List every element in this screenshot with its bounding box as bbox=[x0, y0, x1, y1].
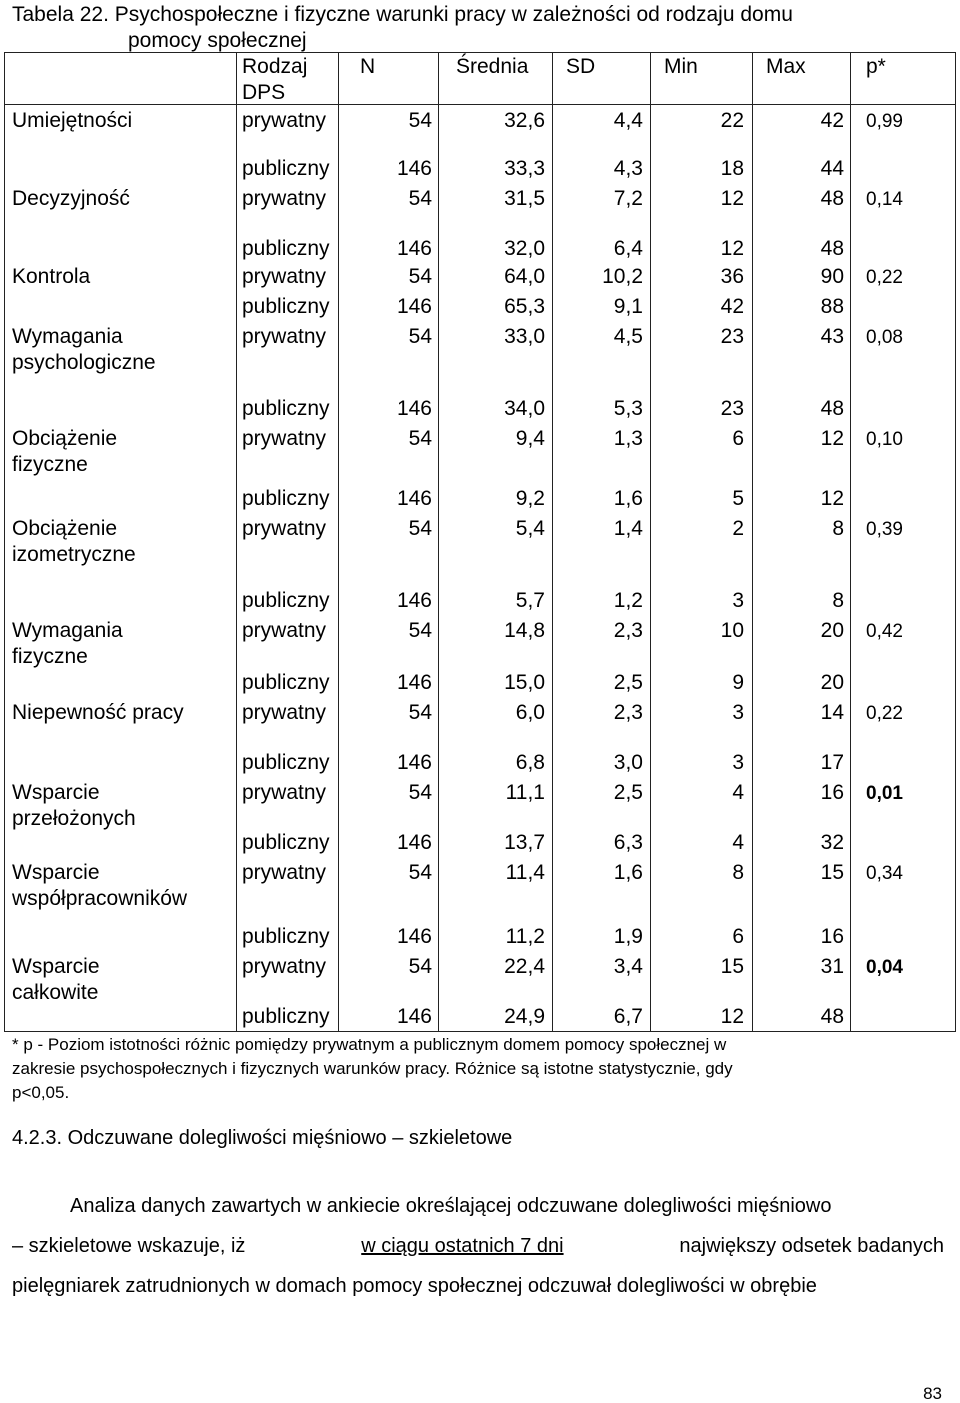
cell-n: 54 bbox=[408, 955, 432, 978]
cell-sd: 10,2 bbox=[602, 265, 643, 288]
cell-mean: 15,0 bbox=[504, 671, 545, 694]
cell-sd: 1,6 bbox=[613, 487, 643, 510]
table-frame bbox=[4, 52, 956, 1032]
paragraph-underlined-phrase: w ciągu ostatnich 7 dni bbox=[361, 1235, 564, 1257]
cell-max: 88 bbox=[820, 295, 844, 318]
cell-n: 54 bbox=[408, 517, 432, 540]
cell-min: 5 bbox=[732, 487, 744, 510]
cell-p-value: 0,99 bbox=[866, 111, 903, 132]
cell-mean: 31,5 bbox=[504, 187, 545, 210]
cell-n: 146 bbox=[396, 157, 432, 180]
table-vline bbox=[650, 52, 651, 1032]
cell-dps-type: prywatny bbox=[242, 781, 327, 804]
cell-min: 3 bbox=[732, 751, 744, 774]
header-min: Min bbox=[664, 55, 698, 78]
row-label: Obciążenie bbox=[12, 427, 118, 450]
cell-n: 146 bbox=[396, 751, 432, 774]
cell-max: 31 bbox=[820, 955, 844, 978]
cell-p-value: 0,08 bbox=[866, 327, 903, 348]
cell-sd: 7,2 bbox=[613, 187, 643, 210]
cell-max: 12 bbox=[820, 487, 844, 510]
cell-min: 6 bbox=[732, 427, 744, 450]
table-vline bbox=[752, 52, 753, 1032]
cell-n: 54 bbox=[408, 781, 432, 804]
cell-sd: 4,4 bbox=[613, 109, 643, 132]
row-label: Wymagania bbox=[12, 325, 123, 348]
header-rodzaj: Rodzaj bbox=[242, 55, 308, 78]
cell-dps-type: prywatny bbox=[242, 187, 327, 210]
cell-dps-type: prywatny bbox=[242, 109, 327, 132]
cell-dps-type: publiczny bbox=[242, 751, 330, 774]
row-label: współpracowników bbox=[12, 887, 188, 910]
cell-n: 54 bbox=[408, 701, 432, 724]
cell-dps-type: publiczny bbox=[242, 831, 330, 854]
cell-p-value: 0,22 bbox=[866, 703, 903, 724]
cell-min: 8 bbox=[732, 861, 744, 884]
caption-line-2: pomocy społecznej bbox=[128, 29, 307, 52]
cell-mean: 14,8 bbox=[504, 619, 545, 642]
cell-mean: 13,7 bbox=[504, 831, 545, 854]
cell-max: 16 bbox=[820, 781, 844, 804]
cell-n: 54 bbox=[408, 187, 432, 210]
cell-p-value: 0,01 bbox=[866, 783, 903, 804]
row-label: Decyzyjność bbox=[12, 187, 130, 210]
page-number: 83 bbox=[923, 1384, 942, 1403]
cell-n: 146 bbox=[396, 831, 432, 854]
cell-dps-type: publiczny bbox=[242, 671, 330, 694]
cell-n: 54 bbox=[408, 265, 432, 288]
cell-min: 18 bbox=[720, 157, 744, 180]
cell-dps-type: publiczny bbox=[242, 1005, 330, 1028]
cell-min: 4 bbox=[732, 831, 744, 854]
paragraph-line-3: pielęgniarek zatrudnionych w domach pomocy społecznej odczuwał dolegliwości w obrębie bbox=[12, 1275, 817, 1297]
paragraph-line-1: Analiza danych zawartych w ankiecie określającej odczuwane dolegliwości mięśniowo bbox=[70, 1195, 832, 1217]
cell-dps-type: prywatny bbox=[242, 265, 327, 288]
cell-p-value: 0,22 bbox=[866, 267, 903, 288]
cell-n: 146 bbox=[396, 487, 432, 510]
cell-n: 146 bbox=[396, 397, 432, 420]
cell-sd: 3,0 bbox=[613, 751, 643, 774]
row-label: całkowite bbox=[12, 981, 99, 1004]
cell-min: 15 bbox=[720, 955, 744, 978]
footnote-line-3: p<0,05. bbox=[12, 1083, 70, 1102]
paragraph-line-2 bbox=[12, 1236, 944, 1256]
header-dps: DPS bbox=[242, 81, 286, 104]
cell-mean: 6,0 bbox=[515, 701, 545, 724]
cell-sd: 6,3 bbox=[613, 831, 643, 854]
cell-n: 54 bbox=[408, 619, 432, 642]
cell-max: 42 bbox=[820, 109, 844, 132]
cell-dps-type: prywatny bbox=[242, 955, 327, 978]
cell-sd: 2,3 bbox=[613, 619, 643, 642]
cell-min: 12 bbox=[720, 1005, 744, 1028]
cell-min: 10 bbox=[720, 619, 744, 642]
cell-mean: 9,4 bbox=[515, 427, 545, 450]
cell-dps-type: prywatny bbox=[242, 517, 327, 540]
section-heading: 4.2.3. Odczuwane dolegliwości mięśniowo – szkieletowe bbox=[12, 1127, 513, 1149]
cell-sd: 4,3 bbox=[613, 157, 643, 180]
cell-max: 90 bbox=[820, 265, 844, 288]
cell-mean: 11,2 bbox=[505, 925, 545, 948]
cell-max: 14 bbox=[820, 701, 844, 724]
cell-dps-type: prywatny bbox=[242, 701, 327, 724]
cell-dps-type: prywatny bbox=[242, 619, 327, 642]
table-vline bbox=[850, 52, 851, 1032]
row-label: Wsparcie bbox=[12, 955, 100, 978]
cell-sd: 1,9 bbox=[613, 925, 643, 948]
cell-max: 8 bbox=[832, 517, 844, 540]
cell-n: 146 bbox=[396, 671, 432, 694]
cell-mean: 33,3 bbox=[504, 157, 545, 180]
cell-sd: 1,6 bbox=[613, 861, 643, 884]
cell-mean: 6,8 bbox=[515, 751, 545, 774]
cell-sd: 5,3 bbox=[613, 397, 643, 420]
cell-min: 4 bbox=[732, 781, 744, 804]
cell-sd: 2,5 bbox=[613, 671, 643, 694]
cell-min: 3 bbox=[732, 589, 744, 612]
cell-min: 2 bbox=[732, 517, 744, 540]
header-p: p* bbox=[866, 55, 886, 78]
footnote-line-2: zakresie psychospołecznych i fizycznych warunków pracy. Różnice są istotne statystycznie, gdy bbox=[12, 1059, 733, 1078]
cell-p-value: 0,34 bbox=[866, 863, 903, 884]
header-sd: SD bbox=[566, 55, 596, 78]
cell-dps-type: publiczny bbox=[242, 397, 330, 420]
cell-mean: 5,4 bbox=[515, 517, 545, 540]
cell-n: 54 bbox=[408, 109, 432, 132]
row-label: Wsparcie bbox=[12, 781, 100, 804]
cell-max: 15 bbox=[820, 861, 844, 884]
cell-sd: 9,1 bbox=[613, 295, 643, 318]
cell-min: 12 bbox=[720, 237, 744, 260]
cell-max: 48 bbox=[820, 1005, 844, 1028]
cell-min: 9 bbox=[732, 671, 744, 694]
cell-dps-type: publiczny bbox=[242, 157, 330, 180]
cell-dps-type: publiczny bbox=[242, 487, 330, 510]
row-label: Wymagania bbox=[12, 619, 123, 642]
cell-mean: 9,2 bbox=[515, 487, 545, 510]
row-label: Kontrola bbox=[12, 265, 91, 288]
cell-min: 23 bbox=[720, 325, 744, 348]
cell-min: 3 bbox=[732, 701, 744, 724]
row-label: Niepewność pracy bbox=[12, 701, 184, 724]
cell-n: 146 bbox=[396, 589, 432, 612]
cell-mean: 11,1 bbox=[505, 781, 545, 804]
row-label: Obciążenie bbox=[12, 517, 118, 540]
cell-n: 146 bbox=[396, 1005, 432, 1028]
cell-n: 146 bbox=[396, 925, 432, 948]
cell-mean: 5,7 bbox=[515, 589, 545, 612]
cell-max: 43 bbox=[820, 325, 844, 348]
row-label: fizyczne bbox=[12, 645, 88, 668]
paragraph-line-2-post: największy odsetek badanych bbox=[679, 1235, 944, 1257]
cell-dps-type: publiczny bbox=[242, 237, 330, 260]
row-label: przełożonych bbox=[12, 807, 136, 830]
cell-p-value: 0,04 bbox=[866, 957, 903, 978]
cell-p-value: 0,14 bbox=[866, 189, 903, 210]
cell-sd: 1,3 bbox=[613, 427, 643, 450]
caption-line-1: Tabela 22. Psychospołeczne i fizyczne warunki pracy w zależności od rodzaju domu bbox=[12, 3, 793, 26]
table-vline bbox=[552, 52, 553, 1032]
cell-mean: 32,6 bbox=[504, 109, 545, 132]
cell-dps-type: prywatny bbox=[242, 325, 327, 348]
footnote-line-1: * p - Poziom istotności różnic pomiędzy prywatnym a publicznym domem pomocy społecznej w bbox=[12, 1035, 727, 1054]
cell-max: 16 bbox=[820, 925, 844, 948]
cell-dps-type: publiczny bbox=[242, 925, 330, 948]
cell-p-value: 0,39 bbox=[866, 519, 903, 540]
cell-dps-type: publiczny bbox=[242, 295, 330, 318]
cell-n: 146 bbox=[396, 237, 432, 260]
row-label: Umiejętności bbox=[12, 109, 133, 132]
cell-p-value: 0,42 bbox=[866, 621, 903, 642]
table-hline bbox=[4, 104, 956, 105]
cell-sd: 1,4 bbox=[613, 517, 643, 540]
cell-min: 22 bbox=[720, 109, 744, 132]
header-n: N bbox=[360, 55, 376, 78]
cell-max: 20 bbox=[820, 671, 844, 694]
cell-min: 36 bbox=[720, 265, 744, 288]
cell-max: 48 bbox=[820, 397, 844, 420]
cell-mean: 22,4 bbox=[504, 955, 545, 978]
cell-sd: 3,4 bbox=[613, 955, 643, 978]
cell-dps-type: publiczny bbox=[242, 589, 330, 612]
cell-min: 23 bbox=[720, 397, 744, 420]
cell-sd: 6,7 bbox=[613, 1005, 643, 1028]
cell-n: 146 bbox=[396, 295, 432, 318]
cell-dps-type: prywatny bbox=[242, 427, 327, 450]
cell-min: 6 bbox=[732, 925, 744, 948]
cell-mean: 11,4 bbox=[505, 861, 545, 884]
row-label: fizyczne bbox=[12, 453, 88, 476]
cell-sd: 4,5 bbox=[613, 325, 643, 348]
cell-max: 44 bbox=[820, 157, 844, 180]
cell-n: 54 bbox=[408, 427, 432, 450]
cell-sd: 2,5 bbox=[613, 781, 643, 804]
cell-p-value: 0,10 bbox=[866, 429, 903, 450]
paragraph-line-2-pre: – szkieletowe wskazuje, iż bbox=[12, 1235, 246, 1257]
cell-mean: 24,9 bbox=[504, 1005, 545, 1028]
row-label: izometryczne bbox=[12, 543, 136, 566]
cell-n: 54 bbox=[408, 325, 432, 348]
header-max: Max bbox=[766, 55, 806, 78]
cell-max: 48 bbox=[820, 237, 844, 260]
cell-min: 12 bbox=[720, 187, 744, 210]
cell-sd: 2,3 bbox=[613, 701, 643, 724]
cell-max: 20 bbox=[820, 619, 844, 642]
cell-dps-type: prywatny bbox=[242, 861, 327, 884]
cell-mean: 34,0 bbox=[504, 397, 545, 420]
cell-mean: 32,0 bbox=[504, 237, 545, 260]
cell-sd: 1,2 bbox=[613, 589, 643, 612]
cell-max: 8 bbox=[832, 589, 844, 612]
table-vline bbox=[338, 52, 339, 1032]
cell-min: 42 bbox=[720, 295, 744, 318]
row-label: Wsparcie bbox=[12, 861, 100, 884]
table-vline bbox=[236, 52, 237, 1032]
cell-n: 54 bbox=[408, 861, 432, 884]
row-label: psychologiczne bbox=[12, 351, 156, 374]
cell-mean: 64,0 bbox=[504, 265, 545, 288]
cell-mean: 65,3 bbox=[504, 295, 545, 318]
cell-mean: 33,0 bbox=[504, 325, 545, 348]
cell-max: 17 bbox=[820, 751, 844, 774]
cell-sd: 6,4 bbox=[613, 237, 643, 260]
cell-max: 32 bbox=[820, 831, 844, 854]
cell-max: 12 bbox=[820, 427, 844, 450]
cell-max: 48 bbox=[820, 187, 844, 210]
table-vline bbox=[438, 52, 439, 1032]
header-srednia: Średnia bbox=[456, 55, 529, 78]
